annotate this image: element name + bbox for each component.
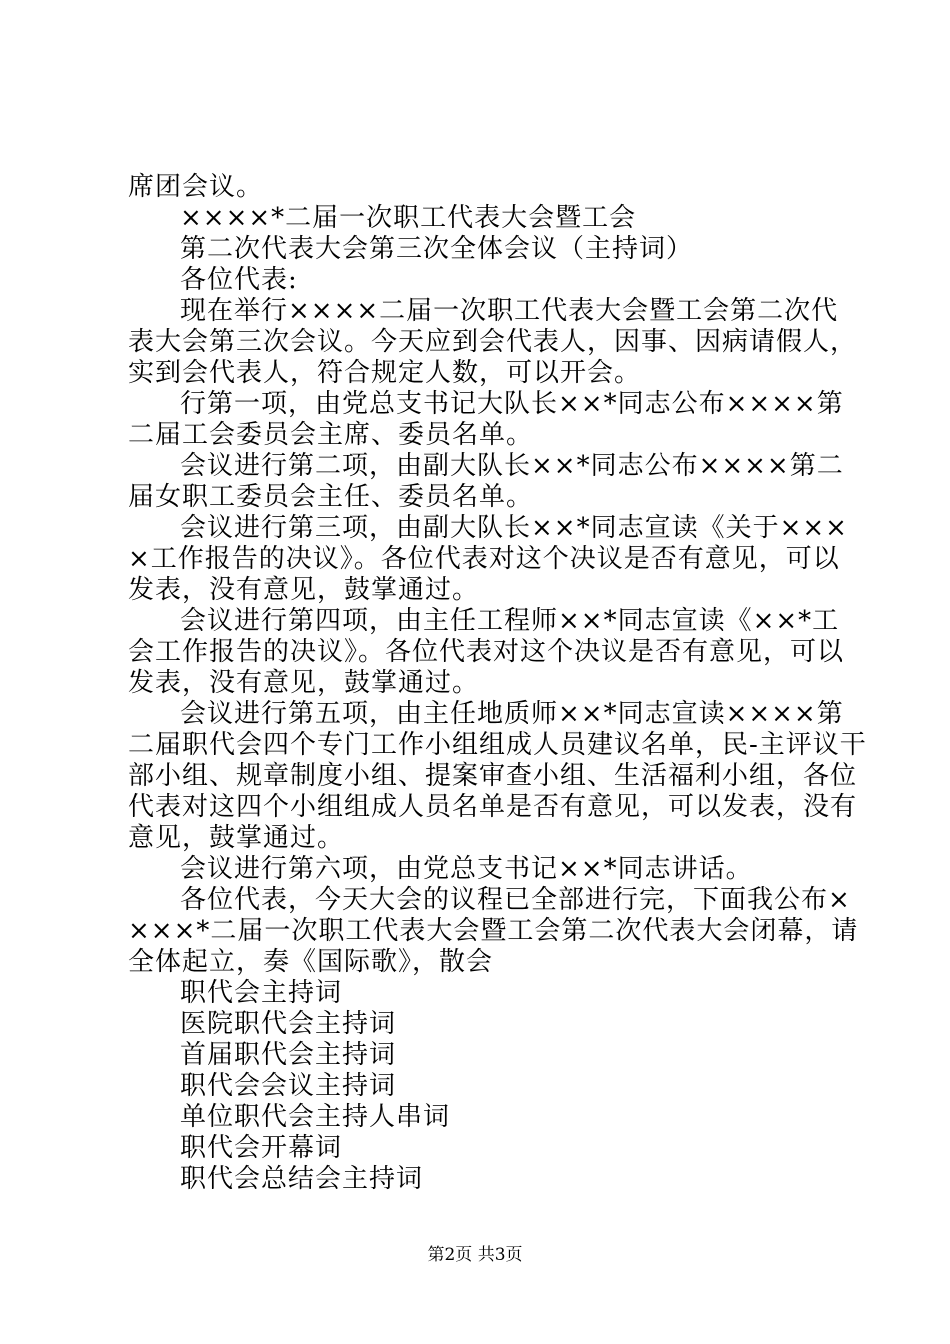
text-line: 职代会总结会主持词	[180, 1164, 424, 1194]
text-line: 会议进行第二项，由副大队长××*同志公布××××第二	[180, 451, 844, 481]
text-line: 会议进行第六项，由党总支书记××*同志讲话。	[180, 854, 753, 884]
text-line: 届女职工委员会主任、委员名单。	[128, 482, 534, 512]
text-line: ××××*二届一次职工代表大会暨工会	[180, 203, 637, 233]
text-line: 会议进行第五项，由主任地质师××*同志宣读××××第	[180, 699, 844, 729]
text-line: 二届工会委员会主席、委员名单。	[128, 420, 534, 450]
text-line: 部小组、规章制度小组、提案审查小组、生活福利小组，各位	[128, 761, 858, 791]
page-footer: 第2页 共3页	[427, 1245, 523, 1265]
text-line: 全体起立，奏《国际歌》，散会	[128, 947, 494, 977]
text-line: ×××*二届一次职工代表大会暨工会第二次代表大会闭幕，请	[128, 916, 859, 946]
document-body	[128, 172, 867, 1195]
text-line: 职代会主持词	[180, 978, 343, 1008]
text-line: 职代会会议主持词	[180, 1071, 397, 1101]
text-line: 第二次代表大会第三次全体会议（主持词）	[180, 234, 694, 264]
text-line: 单位职代会主持人串词	[180, 1102, 451, 1132]
text-line: 二届职代会四个专门工作小组组成人员建议名单，民-主评议干	[128, 730, 867, 760]
text-line: 发表，没有意见，鼓掌通过。	[128, 575, 480, 605]
text-line: 代表对这四个小组组成人员名单是否有意见，可以发表，没有	[128, 792, 858, 822]
text-line: 发表，没有意见，鼓掌通过。	[128, 668, 480, 698]
text-line: 意见，鼓掌通过。	[128, 823, 345, 853]
text-line: 各位代表，今天大会的议程已全部进行完，下面我公布×	[180, 885, 851, 915]
text-line: 会议进行第四项，由主任工程师××*同志宣读《××*工	[180, 606, 840, 636]
text-line: 表大会第三次会议。今天应到会代表人，因事、因病请假人，	[128, 327, 858, 357]
text-line: 席团会议。	[128, 172, 264, 202]
text-line: 会工作报告的决议》。各位代表对这个决议是否有意见，可以	[128, 637, 845, 667]
text-line: 会议进行第三项，由副大队长××*同志宣读《关于×××	[180, 513, 848, 543]
text-line: ×工作报告的决议》。各位代表对这个决议是否有意见，可以	[128, 544, 840, 574]
text-line: 行第一项，由党总支书记大队长××*同志公布××××第	[180, 389, 844, 419]
text-line: 首届职代会主持词	[180, 1040, 397, 1070]
text-line: 现在举行××××二届一次职工代表大会暨工会第二次代	[180, 296, 839, 326]
text-line: 各位代表:	[180, 265, 298, 295]
text-line: 职代会开幕词	[180, 1133, 343, 1163]
text-line: 实到会代表人，符合规定人数，可以开会。	[128, 358, 642, 388]
text-line: 医院职代会主持词	[180, 1009, 397, 1039]
